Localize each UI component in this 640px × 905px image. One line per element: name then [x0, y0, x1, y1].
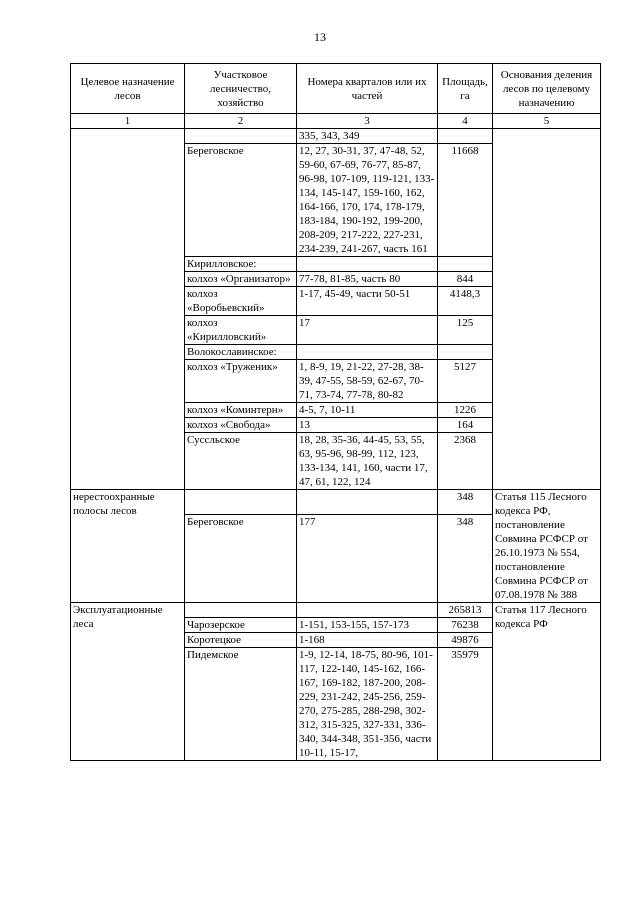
- basis-cell: Статья 115 Лесного кодекса РФ, постановление Совмина РСФСР от 26.10.1973 № 554, постановление Совмина РСФСР от 07.08.1978 № 388: [493, 490, 601, 603]
- area-cell: [438, 129, 493, 144]
- area-cell: 844: [438, 272, 493, 287]
- quarters-cell: 77-78, 81-85, часть 80: [297, 272, 438, 287]
- quarters-cell: 1-168: [297, 633, 438, 648]
- area-cell: 4148,3: [438, 287, 493, 316]
- table-row: [71, 603, 601, 618]
- header-area: Площадь, га: [438, 64, 493, 114]
- header-forestry: Участковое лесничество, хозяйство: [185, 64, 297, 114]
- forestry-cell: колхоз «Организатор»: [185, 272, 297, 287]
- header-purpose: Целевое назначение лесов: [71, 64, 185, 114]
- basis-cell: Статья 117 Лесного кодекса РФ: [493, 603, 601, 761]
- column-number: 3: [297, 114, 438, 129]
- forest-purpose-table: [70, 63, 601, 761]
- header-basis: Основания деления лесов по целевому назначению: [493, 64, 601, 114]
- quarters-cell: [297, 257, 438, 272]
- page-number: 13: [314, 30, 326, 44]
- quarters-cell: 17: [297, 316, 438, 345]
- forestry-cell: Береговское: [185, 144, 297, 257]
- table-row: [71, 490, 601, 515]
- area-cell: 11668: [438, 144, 493, 257]
- quarters-cell: 13: [297, 418, 438, 433]
- quarters-cell: 1, 8-9, 19, 21-22, 27-28, 38-39, 47-55, 58-59, 62-67, 70-71, 73-74, 77-78, 80-82: [297, 360, 438, 403]
- area-cell: 76238: [438, 618, 493, 633]
- purpose-cell: нерестоохранные полосы лесов: [71, 490, 185, 603]
- area-cell: 125: [438, 316, 493, 345]
- forestry-cell: колхоз «Воробьевский»: [185, 287, 297, 316]
- column-number: 1: [71, 114, 185, 129]
- quarters-cell: [297, 490, 438, 515]
- area-cell: 1226: [438, 403, 493, 418]
- column-number: 5: [493, 114, 601, 129]
- quarters-cell: 4-5, 7, 10-11: [297, 403, 438, 418]
- area-cell: 49876: [438, 633, 493, 648]
- forestry-cell: Пидемское: [185, 648, 297, 761]
- quarters-cell: 12, 27, 30-31, 37, 47-48, 52, 59-60, 67-69, 76-77, 85-87, 96-98, 107-109, 119-121, 133-134, 145-147, 159-160, 162, 164-166, 170, 174, 178-179, 183-184, 190-192, 199-200, 208-209, 217-222, 227-231, 234-239, 241-267, часть 161: [297, 144, 438, 257]
- area-cell: [438, 257, 493, 272]
- forestry-cell: Суссльское: [185, 433, 297, 490]
- forestry-cell: [185, 603, 297, 618]
- area-cell: 164: [438, 418, 493, 433]
- area-cell: 2368: [438, 433, 493, 490]
- area-cell: 348: [438, 490, 493, 515]
- column-number: 2: [185, 114, 297, 129]
- quarters-cell: 335, 343, 349: [297, 129, 438, 144]
- purpose-cell: Эксплуатационные леса: [71, 603, 185, 761]
- forestry-cell: колхоз «Свобода»: [185, 418, 297, 433]
- quarters-cell: 1-151, 153-155, 157-173: [297, 618, 438, 633]
- area-cell: 35979: [438, 648, 493, 761]
- header-row: [71, 64, 601, 114]
- forestry-cell: Чарозерское: [185, 618, 297, 633]
- forestry-cell: Береговское: [185, 515, 297, 603]
- forestry-cell: Коротецкое: [185, 633, 297, 648]
- area-cell: [438, 345, 493, 360]
- forestry-cell: [185, 490, 297, 515]
- column-number-row: [71, 114, 601, 129]
- area-cell: 5127: [438, 360, 493, 403]
- forestry-cell: [185, 129, 297, 144]
- area-cell: 265813: [438, 603, 493, 618]
- quarters-cell: [297, 603, 438, 618]
- column-number: 4: [438, 114, 493, 129]
- purpose-cell: [71, 129, 185, 490]
- table-row: [71, 129, 601, 144]
- forestry-cell: колхоз «Коминтерн»: [185, 403, 297, 418]
- quarters-cell: [297, 345, 438, 360]
- basis-cell: [493, 129, 601, 490]
- quarters-cell: 1-17, 45-49, части 50-51: [297, 287, 438, 316]
- forestry-cell: колхоз «Кирилловский»: [185, 316, 297, 345]
- forestry-cell: Волокославинское:: [185, 345, 297, 360]
- header-quarters: Номера кварталов или их частей: [297, 64, 438, 114]
- forestry-cell: Кирилловское:: [185, 257, 297, 272]
- quarters-cell: 1-9, 12-14, 18-75, 80-96, 101-117, 122-140, 145-162, 166-167, 169-182, 187-200, 208-229, 231-242, 245-256, 259-270, 275-285, 288-298, 302-312, 315-325, 327-331, 336-340, 344-348, 351-356, части 10-11, 15-17,: [297, 648, 438, 761]
- forestry-cell: колхоз «Труженик»: [185, 360, 297, 403]
- area-cell: 348: [438, 515, 493, 603]
- quarters-cell: 177: [297, 515, 438, 603]
- quarters-cell: 18, 28, 35-36, 44-45, 53, 55, 63, 95-96, 98-99, 112, 123, 133-134, 141, 160, части 17, 47, 61, 122, 124: [297, 433, 438, 490]
